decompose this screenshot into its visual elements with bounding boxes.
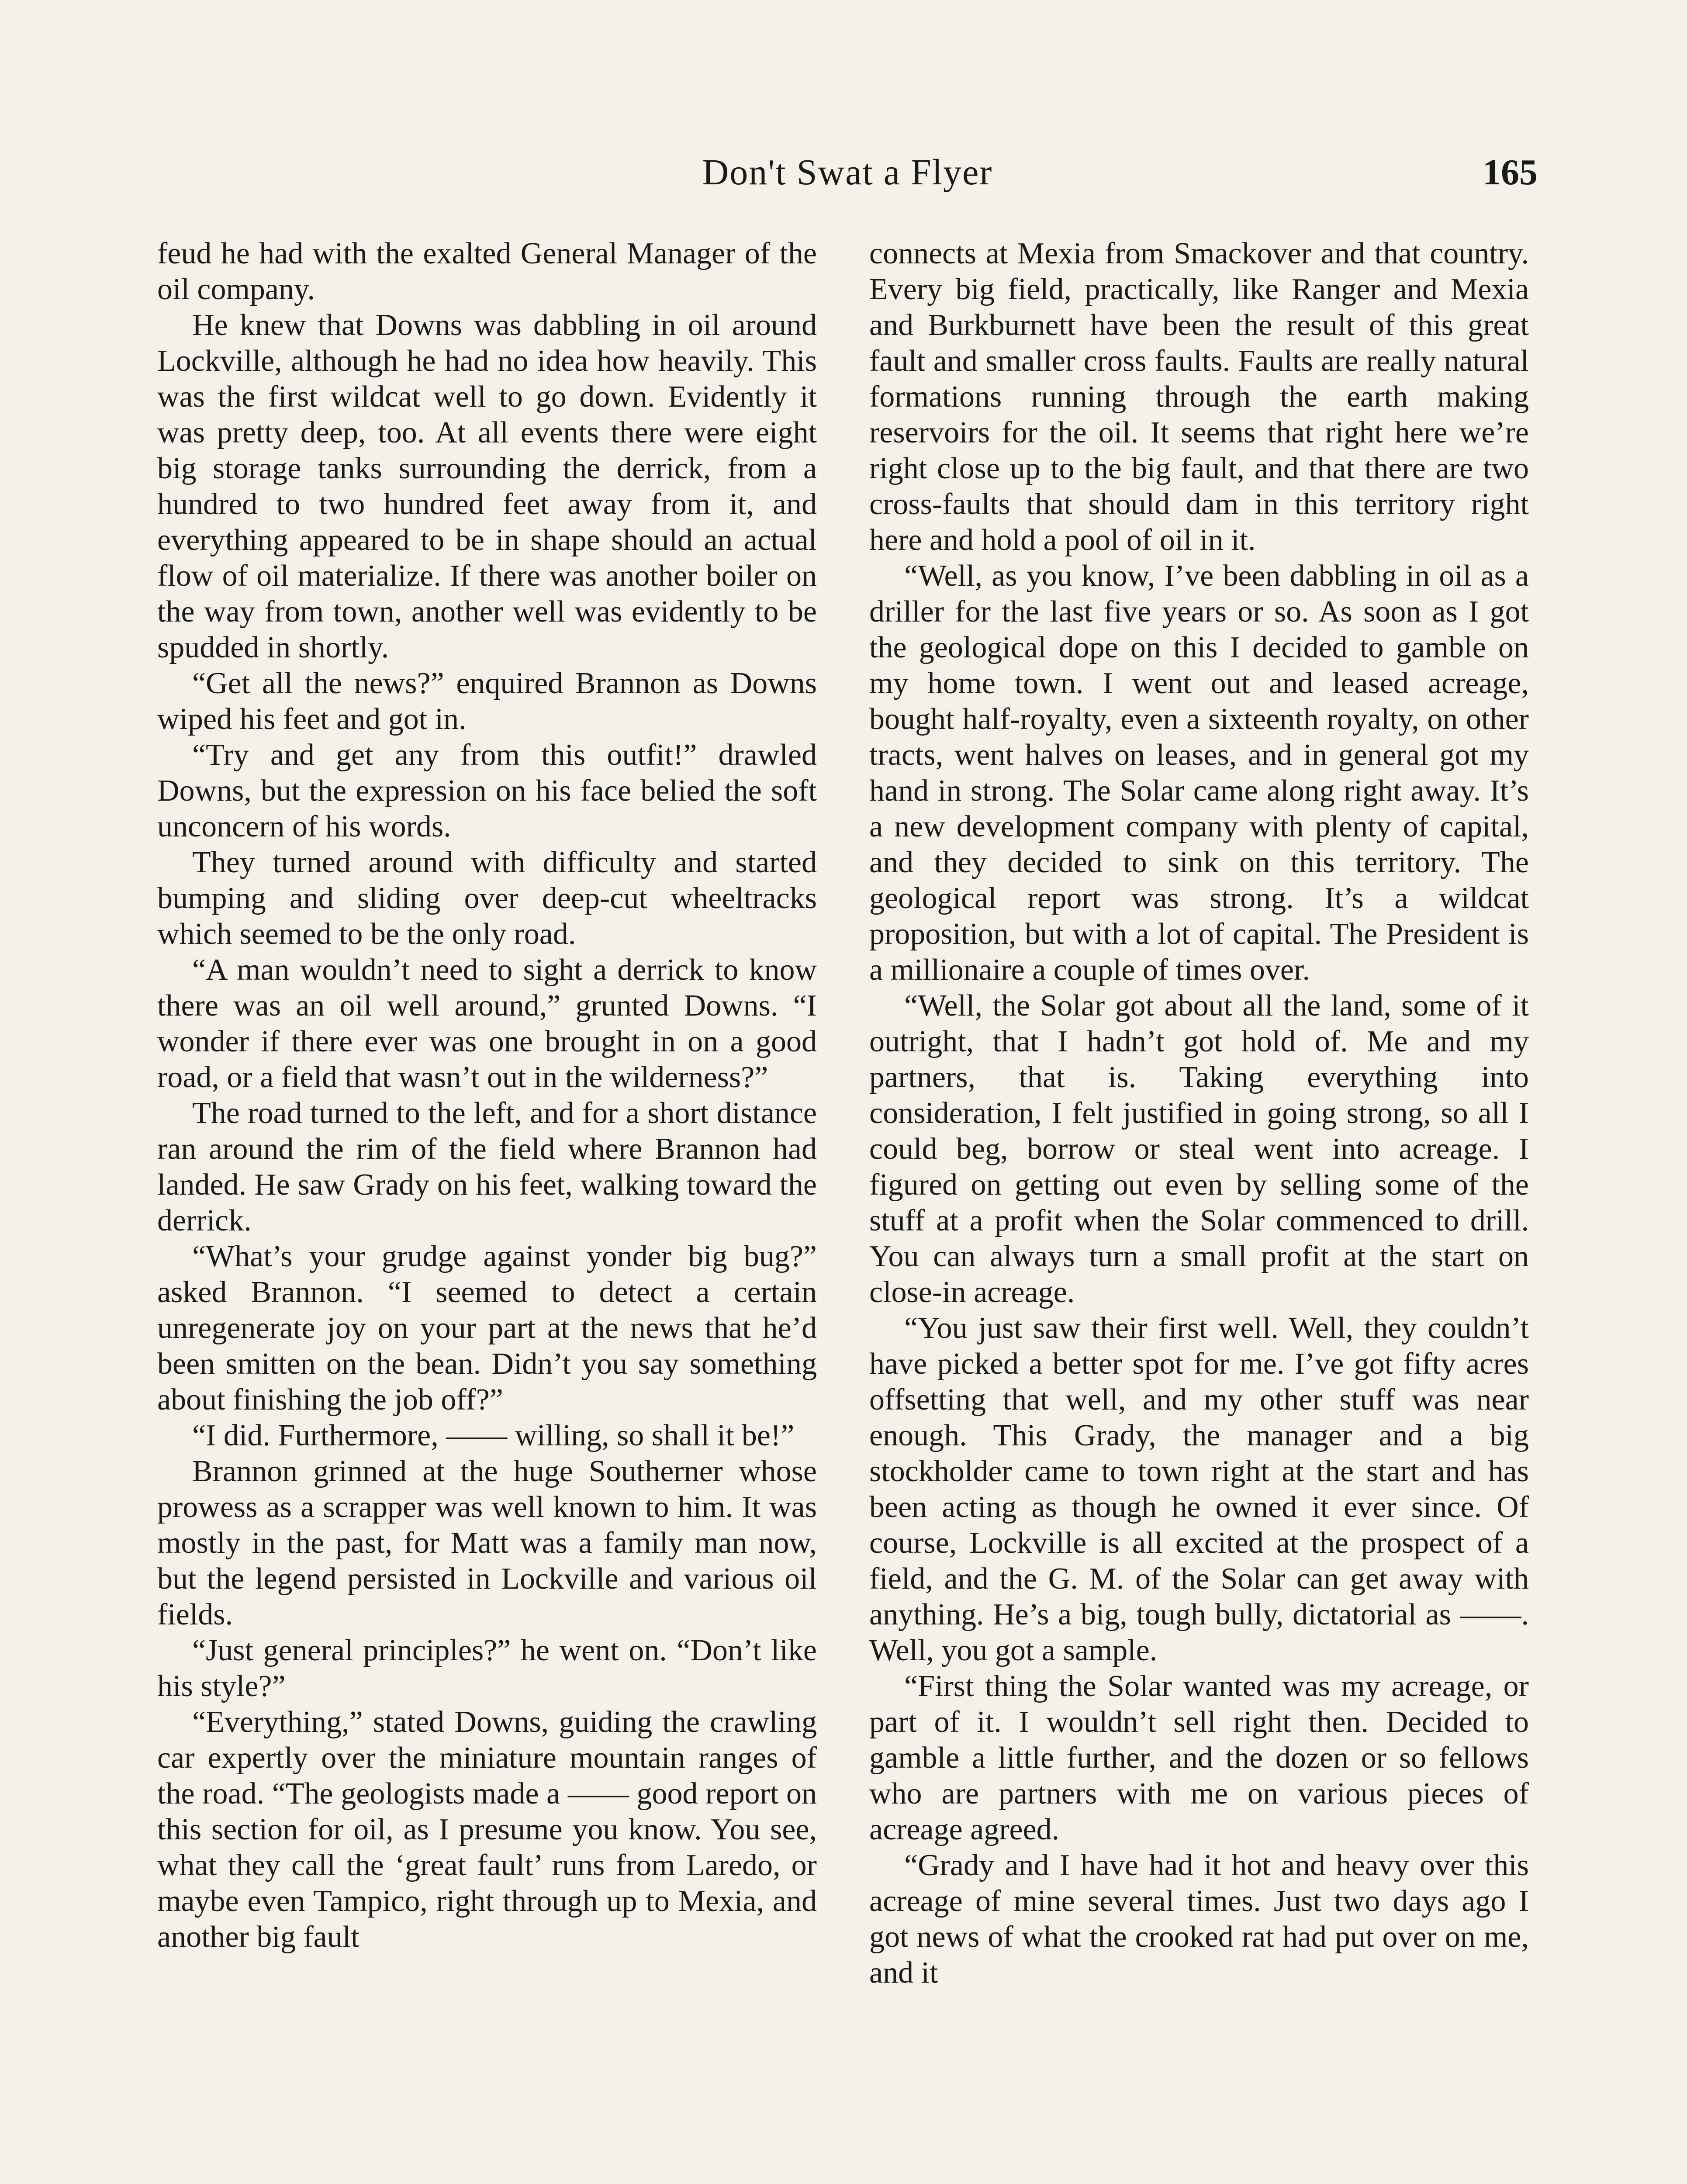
- paragraph: Brannon grinned at the huge Southerner whose prowess as a scrapper was well known to him. It was mostly in the past, for Matt was a family man now, but the legend persisted in Lockville and various oil fields.: [157, 1455, 817, 1631]
- paragraph: He knew that Downs was dabbling in oil around Lockville, although he had no idea how heavily. This was the first wildcat well to go down. Evidently it was pretty deep, too. At all events there were eight big storage tanks surrounding the derrick, from a hundred to two hundred feet away from it, and everything appeared to be in shape should an actual flow of oil materialize. If there was another boiler on the way from town, another well was evidently to be spudded in shortly.: [157, 308, 817, 664]
- text-column-left: [157, 236, 817, 1955]
- paragraph: “I did. Furthermore, —— willing, so shall it be!”: [192, 1419, 795, 1452]
- paragraph: “Try and get any from this outfit!” drawled Downs, but the expression on his face belied the soft unconcern of his words.: [157, 738, 817, 843]
- page-number: 165: [1483, 152, 1538, 193]
- paragraph: feud he had with the exalted General Manager of the oil company.: [157, 237, 817, 306]
- paragraph: “First thing the Solar wanted was my acreage, or part of it. I wouldn’t sell right then. Decided to gamble a little further, and the dozen or so fellows who are partners with me on various pieces of acreage agreed.: [869, 1669, 1529, 1846]
- paragraph: “What’s your grudge against yonder big bug?” asked Brannon. “I seemed to detect a certain unregenerate joy on your part at the news that he’d been smitten on the bean. Didn’t you say something about finishing the job off?”: [157, 1240, 817, 1417]
- paragraph: “Well, as you know, I’ve been dabbling in oil as a driller for the last five years or so. As soon as I got the geological dope on this I decided to gamble on my home town. I went out and leased acreage, bought half-royalty, even a sixteenth royalty, on other tracts, went halves on leases, and in general got my hand in strong. The Solar came along right away. It’s a new development company with plenty of capital, and they decided to sink on this territory. The geological report was strong. It’s a wildcat proposition, but with a lot of capital. The President is a millionaire a couple of times over.: [869, 559, 1529, 987]
- paragraph: “A man wouldn’t need to sight a derrick to know there was an oil well around,” grunted Downs. “I wonder if there ever was one brought in on a good road, or a field that wasn’t out in the wilderness?”: [157, 953, 817, 1094]
- paragraph: “You just saw their first well. Well, they couldn’t have picked a better spot for me. I’ve got fifty acres offsetting that well, and my other stuff was near enough. This Grady, the manager and a big stockholder came to town right at the start and has been acting as though he owned it ever since. Of course, Lockville is all excited at the prospect of a field, and the G. M. of the Solar can get away with anything. He’s a big, tough bully, dictatorial as ——. Well, you got a sample.: [869, 1311, 1529, 1667]
- paragraph: The road turned to the left, and for a short distance ran around the rim of the field where Brannon had landed. He saw Grady on his feet, walking toward the derrick.: [157, 1096, 817, 1237]
- paragraph: “Grady and I have had it hot and heavy over this acreage of mine several times. Just two days ago I got news of what the crooked rat had put over on me, and it: [869, 1849, 1529, 1990]
- running-title: Don't Swat a Flyer: [702, 152, 993, 193]
- paragraph: connects at Mexia from Smackover and that country. Every big field, practically, like Ranger and Mexia and Burkburnett have been the result of this great fault and smaller cross faults. Faults are really natural formations running through the earth making reservoirs for the oil. It seems that right here we’re right close up to the big fault, and that there are two cross-faults that should dam in this territory right here and hold a pool of oil in it.: [869, 237, 1529, 557]
- text-column-right: [869, 236, 1529, 1991]
- paragraph: “Just general principles?” he went on. “Don’t like his style?”: [157, 1634, 817, 1703]
- paragraph: “Everything,” stated Downs, guiding the crawling car expertly over the miniature mountain ranges of the road. “The geologists made a —— good report on this section for oil, as I presume you know. You see, what they call the ‘great fault’ runs from Laredo, or maybe even Tampico, right through up to Mexia, and another big fault: [157, 1705, 817, 1954]
- running-head: [157, 144, 1538, 201]
- paragraph: “Well, the Solar got about all the land, some of it outright, that I hadn’t got hold of. Me and my partners, that is. Taking everything into consideration, I felt justified in going strong, so all I could beg, borrow or steal went into acreage. I figured on getting out even by selling some of the stuff at a profit when the Solar commenced to drill. You can always turn a small profit at the start on close-in acreage.: [869, 989, 1529, 1309]
- paragraph: They turned around with difficulty and started bumping and sliding over deep-cut wheeltracks which seemed to be the only road.: [157, 846, 817, 951]
- paragraph: “Get all the news?” enquired Brannon as Downs wiped his feet and got in.: [157, 667, 817, 736]
